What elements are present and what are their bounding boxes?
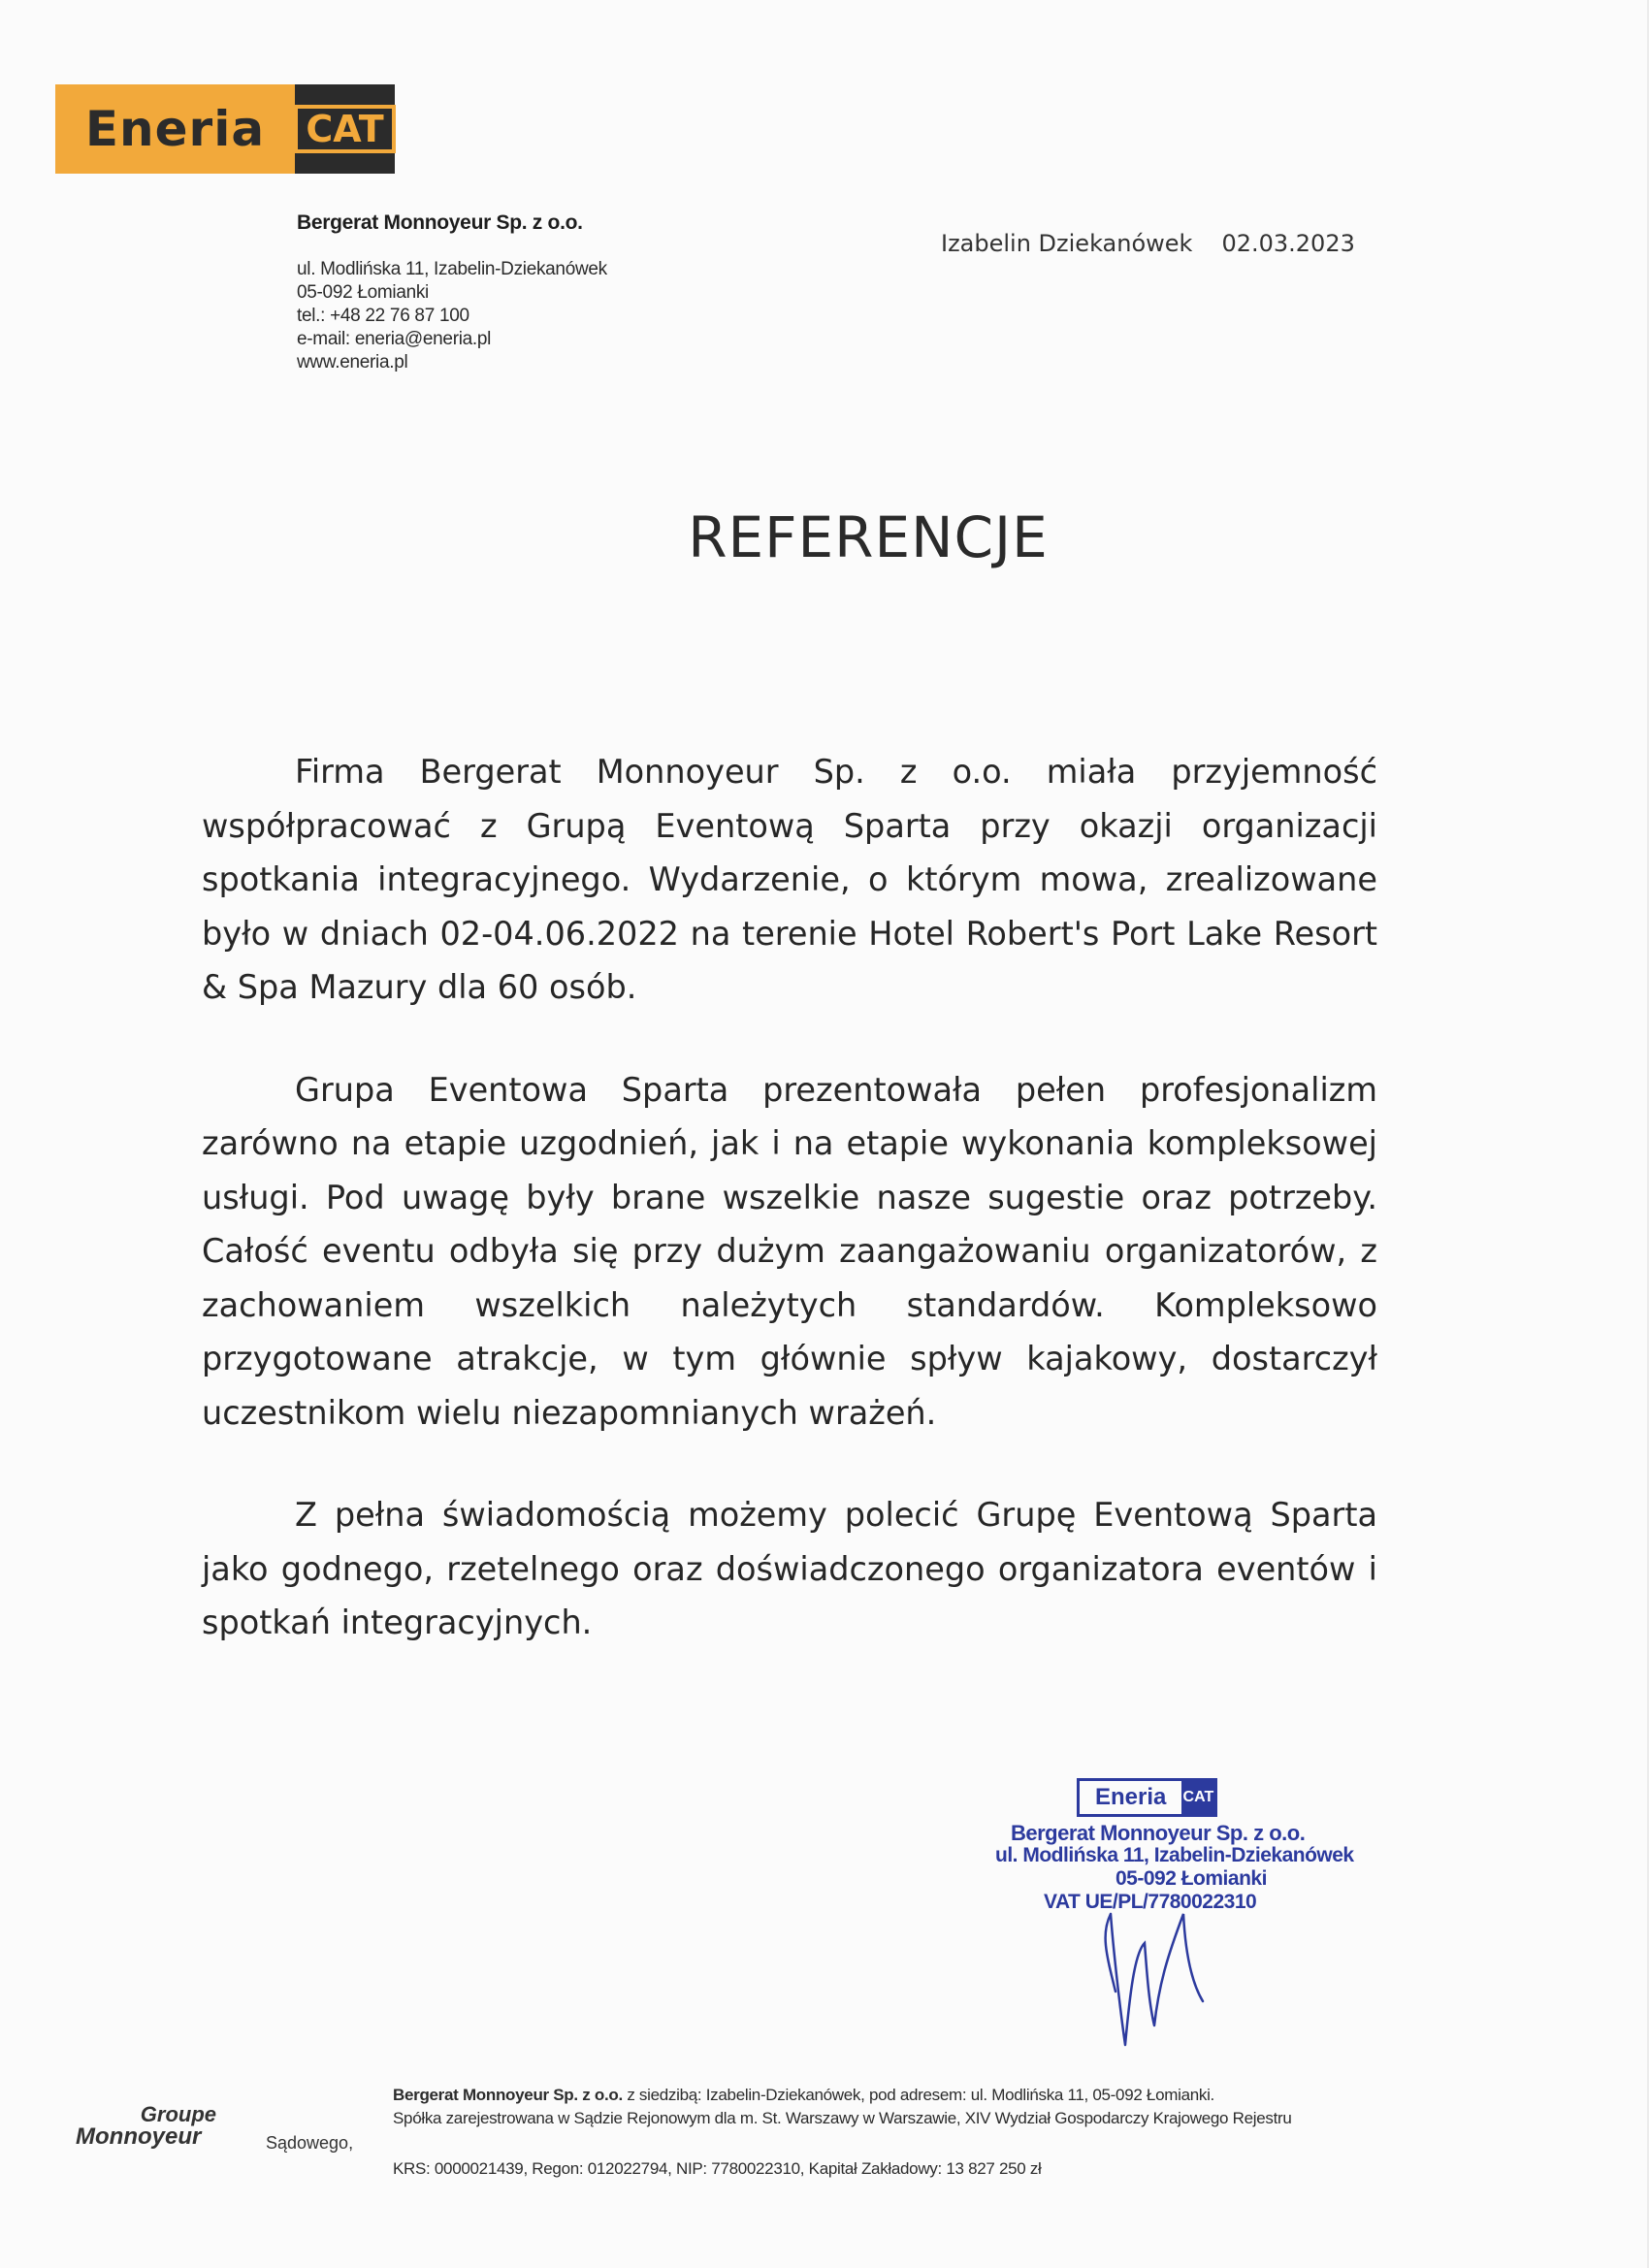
footer-company-name: Bergerat Monnoyeur Sp. z o.o. (393, 2086, 623, 2104)
eneria-cat-logo (55, 84, 395, 174)
company-details (297, 211, 607, 374)
body-paragraph: Z pełna świadomością możemy polecić Grupę Eventową Sparta jako godnego, rzetelnego oraz doświadczonego organizatora eventów i spotkań integracyjnych. (202, 1496, 1377, 1641)
letter-body (202, 745, 1377, 1699)
logo-eneria-text: Eneria (55, 84, 295, 174)
footer-company-line (393, 2084, 1382, 2107)
stamp-cat-icon: CAT (1181, 1781, 1214, 1814)
body-paragraph: Firma Bergerat Monnoyeur Sp. z o.o. miała przyjemność współpracować z Grupą Eventową Sparta przy okazji organizacji spotkania integracyjnego. Wydarzenie, o którym mowa, zrealizowane było w dniach 02-04.06.2022 na terenie Hotel Robert's Port Lake Resort & Spa Mazury dla 60 osób. (202, 753, 1377, 1006)
company-stamp (970, 1778, 1377, 2040)
handwritten-signature (1077, 1875, 1222, 2050)
stamp-line3: 05-092 Łomianki (1116, 1867, 1267, 1890)
footer-legal-text (393, 2084, 1382, 2181)
footer-logo-monnoyeur: Monnoyeur (76, 2123, 202, 2150)
stamp-brand: Eneria (1095, 1784, 1167, 1810)
footer-krs: KRS: 0000021439, Regon: 012022794, NIP: 7780022310, Kapitał Zakładowy: 13 827 250 zł (393, 2159, 1042, 2178)
company-name: Bergerat Monnoyeur Sp. z o.o. (297, 211, 583, 234)
company-address-line1: ul. Modlińska 11, Izabelin-Dziekanówek (297, 259, 607, 279)
stamp-line4: VAT UE/PL/7780022310 (1044, 1891, 1257, 1913)
stamp-logo (1077, 1778, 1217, 1817)
letter-date: 02.03.2023 (1221, 230, 1355, 257)
footer-registration: Spółka zarejestrowana w Sądzie Rejonowym dla m. St. Warszawy w Warszawie, XIV Wydział Gospodarczy Krajowego Rejestru (393, 2109, 1292, 2127)
company-phone: tel.: +48 22 76 87 100 (297, 306, 469, 326)
place-and-date (941, 230, 1355, 257)
letter-place: Izabelin Dziekanówek (941, 230, 1193, 257)
footer-sadowego: Sądowego, (266, 2133, 354, 2153)
company-website: www.eneria.pl (297, 352, 408, 373)
stamp-line1: Bergerat Monnoyeur Sp. z o.o. (1011, 1821, 1306, 1845)
groupe-monnoyeur-logo (76, 2102, 231, 2151)
cat-logo-text: CAT (294, 105, 395, 153)
company-address-line2: 05-092 Łomianki (297, 282, 429, 303)
footer-logo-groupe: Groupe (140, 2102, 216, 2126)
stamp-line2: ul. Modlińska 11, Izabelin-Dziekanówek (995, 1844, 1354, 1866)
document-title: REFERENCJE (688, 504, 1049, 570)
body-paragraph: Grupa Eventowa Sparta prezentowała pełen profesjonalizm zarówno na etapie uzgodnień, jak i na etapie wykonania kompleksowej usługi. Pod uwagę były brane wszelkie nasze sugestie oraz potrzeby. Całość eventu odbyła się przy dużym zaangażowaniu organizatorów, z zachowaniem wszelkich należytych standardów. Kompleksowo przygotowane atrakcje, w tym głównie spływ kajakowy, dostarczył uczestnikom wielu niezapomnianych wrażeń. (202, 1070, 1377, 1432)
footer-company-address: z siedzibą: Izabelin-Dziekanówek, pod adresem: ul. Modlińska 11, 05-092 Łomianki. (622, 2086, 1214, 2104)
cat-logo-icon (295, 84, 395, 174)
company-email: e-mail: eneria@eneria.pl (297, 329, 492, 349)
